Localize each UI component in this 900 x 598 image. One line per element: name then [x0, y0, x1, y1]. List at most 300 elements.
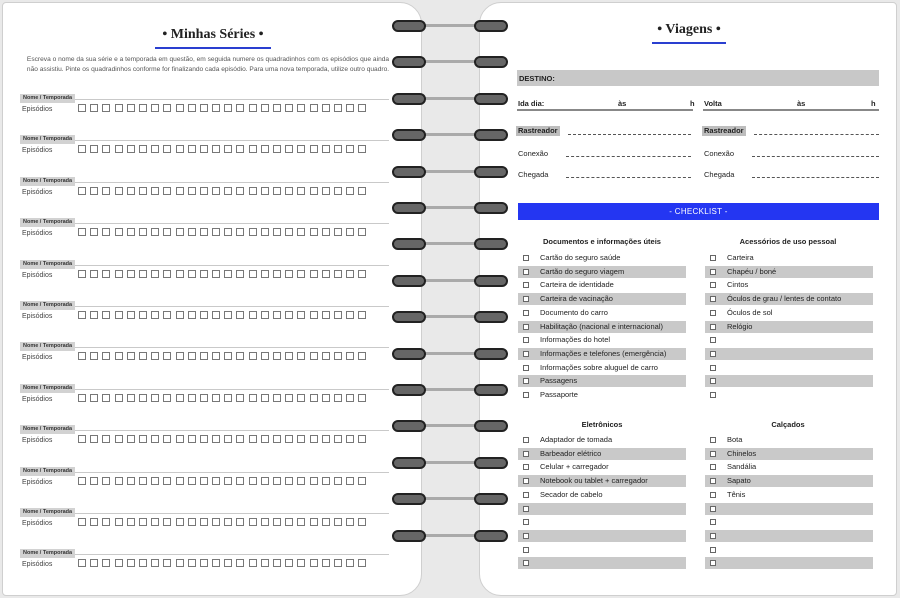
episode-checkbox[interactable]	[310, 187, 318, 195]
episode-checkbox[interactable]	[249, 311, 257, 319]
episode-checkbox[interactable]	[188, 104, 196, 112]
episode-checkbox[interactable]	[102, 311, 110, 319]
checklist-item[interactable]	[705, 544, 873, 556]
checklist-item[interactable]	[705, 489, 873, 501]
episode-checkbox[interactable]	[102, 559, 110, 567]
episode-checkbox[interactable]	[297, 104, 305, 112]
episode-checkbox[interactable]	[139, 104, 147, 112]
episode-checkbox[interactable]	[285, 518, 293, 526]
checkbox[interactable]	[523, 451, 529, 457]
checklist-item[interactable]	[518, 448, 686, 460]
checklist-item[interactable]	[705, 434, 873, 446]
checklist-item[interactable]	[705, 461, 873, 473]
checklist-item[interactable]	[518, 530, 686, 542]
series-name-label[interactable]: Nome / Temporada	[20, 508, 75, 517]
checkbox[interactable]	[710, 560, 716, 566]
episode-checkbox[interactable]	[176, 352, 184, 360]
episode-checkbox[interactable]	[285, 270, 293, 278]
episode-checkbox[interactable]	[261, 352, 269, 360]
episode-checkbox[interactable]	[90, 311, 98, 319]
episode-checkbox[interactable]	[346, 228, 354, 236]
episode-checkbox[interactable]	[102, 104, 110, 112]
checkbox[interactable]	[523, 255, 529, 261]
episode-checkbox[interactable]	[127, 559, 135, 567]
checklist-item[interactable]	[518, 475, 686, 487]
episode-checkbox[interactable]	[285, 559, 293, 567]
episode-checkbox[interactable]	[102, 228, 110, 236]
episode-checkbox[interactable]	[236, 352, 244, 360]
episode-checkbox[interactable]	[358, 311, 366, 319]
episode-checkbox[interactable]	[163, 352, 171, 360]
episode-checkbox[interactable]	[127, 228, 135, 236]
episode-checkbox[interactable]	[224, 518, 232, 526]
episode-checkbox[interactable]	[273, 145, 281, 153]
episode-checkbox[interactable]	[358, 394, 366, 402]
checklist-item[interactable]	[705, 293, 873, 305]
episode-checkbox[interactable]	[78, 435, 86, 443]
episode-checkbox[interactable]	[346, 187, 354, 195]
checklist-item[interactable]	[705, 389, 873, 401]
checklist-item[interactable]	[518, 307, 686, 319]
episode-checkbox[interactable]	[261, 559, 269, 567]
checklist-item[interactable]	[518, 489, 686, 501]
episode-checkbox[interactable]	[127, 104, 135, 112]
episode-checkbox[interactable]	[346, 104, 354, 112]
checkbox[interactable]	[710, 351, 716, 357]
episode-checkbox[interactable]	[176, 477, 184, 485]
episode-checkbox[interactable]	[151, 187, 159, 195]
checklist-item[interactable]	[518, 362, 686, 374]
episode-checkbox[interactable]	[236, 270, 244, 278]
episode-checkbox[interactable]	[236, 228, 244, 236]
series-name-label[interactable]: Nome / Temporada	[20, 467, 75, 476]
episode-checkbox[interactable]	[358, 559, 366, 567]
episode-checkbox[interactable]	[200, 477, 208, 485]
episode-checkbox[interactable]	[139, 187, 147, 195]
episode-checkbox[interactable]	[102, 394, 110, 402]
episode-checkbox[interactable]	[297, 270, 305, 278]
episode-checkbox[interactable]	[297, 394, 305, 402]
episode-checkbox[interactable]	[127, 352, 135, 360]
episode-checkbox[interactable]	[176, 394, 184, 402]
episode-checkbox[interactable]	[176, 145, 184, 153]
episode-checkbox[interactable]	[212, 228, 220, 236]
episode-checkbox[interactable]	[102, 145, 110, 153]
episode-checkbox[interactable]	[151, 435, 159, 443]
episode-checkbox[interactable]	[200, 518, 208, 526]
episode-checkbox[interactable]	[224, 477, 232, 485]
episode-checkbox[interactable]	[261, 394, 269, 402]
episode-checkbox[interactable]	[78, 104, 86, 112]
episode-checkbox[interactable]	[334, 228, 342, 236]
episode-checkbox[interactable]	[249, 187, 257, 195]
episode-checkbox[interactable]	[90, 394, 98, 402]
episode-checkbox[interactable]	[200, 352, 208, 360]
checklist-item[interactable]	[518, 375, 686, 387]
checkbox[interactable]	[523, 492, 529, 498]
episode-checkbox[interactable]	[285, 477, 293, 485]
episode-checkbox[interactable]	[90, 435, 98, 443]
episode-checkbox[interactable]	[249, 394, 257, 402]
checklist-item[interactable]	[518, 516, 686, 528]
checkbox[interactable]	[523, 437, 529, 443]
episode-checkbox[interactable]	[297, 311, 305, 319]
episode-checkbox[interactable]	[102, 270, 110, 278]
checkbox[interactable]	[523, 560, 529, 566]
episode-checkbox[interactable]	[285, 187, 293, 195]
conexao-field-right[interactable]	[752, 156, 879, 157]
checkbox[interactable]	[710, 365, 716, 371]
episode-checkbox[interactable]	[127, 518, 135, 526]
episode-checkbox[interactable]	[334, 104, 342, 112]
checkbox[interactable]	[710, 269, 716, 275]
episode-checkbox[interactable]	[285, 104, 293, 112]
episode-checkbox[interactable]	[139, 394, 147, 402]
series-name-label[interactable]: Nome / Temporada	[20, 425, 75, 434]
checkbox[interactable]	[523, 351, 529, 357]
episode-checkbox[interactable]	[224, 311, 232, 319]
checkbox[interactable]	[710, 437, 716, 443]
episode-checkbox[interactable]	[78, 311, 86, 319]
episode-checkbox[interactable]	[200, 311, 208, 319]
episode-checkbox[interactable]	[358, 518, 366, 526]
episode-checkbox[interactable]	[249, 104, 257, 112]
episode-checkbox[interactable]	[200, 559, 208, 567]
episode-checkbox[interactable]	[151, 270, 159, 278]
episode-checkbox[interactable]	[188, 228, 196, 236]
episode-checkbox[interactable]	[322, 187, 330, 195]
episode-checkbox[interactable]	[163, 435, 171, 443]
episode-checkbox[interactable]	[163, 104, 171, 112]
episode-checkbox[interactable]	[212, 394, 220, 402]
series-name-label[interactable]: Nome / Temporada	[20, 260, 75, 269]
episode-checkbox[interactable]	[249, 145, 257, 153]
episode-checkbox[interactable]	[212, 352, 220, 360]
episode-checkbox[interactable]	[78, 352, 86, 360]
episode-checkbox[interactable]	[334, 270, 342, 278]
episode-checkbox[interactable]	[249, 270, 257, 278]
episode-checkbox[interactable]	[90, 477, 98, 485]
episode-checkbox[interactable]	[297, 559, 305, 567]
episode-checkbox[interactable]	[188, 518, 196, 526]
checkbox[interactable]	[523, 464, 529, 470]
episode-checkbox[interactable]	[102, 435, 110, 443]
checkbox[interactable]	[710, 451, 716, 457]
episode-checkbox[interactable]	[297, 518, 305, 526]
episode-checkbox[interactable]	[346, 518, 354, 526]
checklist-item[interactable]	[518, 461, 686, 473]
checkbox[interactable]	[710, 337, 716, 343]
episode-checkbox[interactable]	[249, 352, 257, 360]
episode-checkbox[interactable]	[224, 145, 232, 153]
checklist-item[interactable]	[705, 307, 873, 319]
episode-checkbox[interactable]	[322, 559, 330, 567]
episode-checkbox[interactable]	[188, 352, 196, 360]
episode-checkbox[interactable]	[249, 435, 257, 443]
episode-checkbox[interactable]	[297, 145, 305, 153]
episode-checkbox[interactable]	[188, 311, 196, 319]
episode-checkbox[interactable]	[322, 145, 330, 153]
episode-checkbox[interactable]	[273, 228, 281, 236]
checklist-item[interactable]	[705, 266, 873, 278]
checkbox[interactable]	[710, 282, 716, 288]
episode-checkbox[interactable]	[285, 435, 293, 443]
episode-checkbox[interactable]	[322, 228, 330, 236]
episode-checkbox[interactable]	[273, 518, 281, 526]
episode-checkbox[interactable]	[115, 394, 123, 402]
checklist-item[interactable]	[705, 362, 873, 374]
episode-checkbox[interactable]	[139, 311, 147, 319]
episode-checkbox[interactable]	[249, 518, 257, 526]
episode-checkbox[interactable]	[224, 270, 232, 278]
episode-checkbox[interactable]	[188, 187, 196, 195]
checkbox[interactable]	[710, 506, 716, 512]
checkbox[interactable]	[523, 269, 529, 275]
checklist-item[interactable]	[705, 557, 873, 569]
episode-checkbox[interactable]	[322, 352, 330, 360]
episode-checkbox[interactable]	[334, 394, 342, 402]
episode-checkbox[interactable]	[273, 477, 281, 485]
episode-checkbox[interactable]	[273, 352, 281, 360]
episode-checkbox[interactable]	[176, 228, 184, 236]
episode-checkbox[interactable]	[334, 311, 342, 319]
episode-checkbox[interactable]	[236, 559, 244, 567]
episode-checkbox[interactable]	[285, 228, 293, 236]
episode-checkbox[interactable]	[273, 394, 281, 402]
checklist-item[interactable]	[518, 321, 686, 333]
episode-checkbox[interactable]	[151, 145, 159, 153]
episode-checkbox[interactable]	[90, 145, 98, 153]
episode-checkbox[interactable]	[78, 559, 86, 567]
checklist-item[interactable]	[705, 516, 873, 528]
episode-checkbox[interactable]	[90, 518, 98, 526]
episode-checkbox[interactable]	[151, 311, 159, 319]
checkbox[interactable]	[710, 533, 716, 539]
episode-checkbox[interactable]	[310, 394, 318, 402]
chegada-field-right[interactable]	[752, 177, 879, 178]
checklist-item[interactable]	[705, 348, 873, 360]
episode-checkbox[interactable]	[188, 145, 196, 153]
episode-checkbox[interactable]	[176, 104, 184, 112]
episode-checkbox[interactable]	[322, 104, 330, 112]
episode-checkbox[interactable]	[322, 435, 330, 443]
episode-checkbox[interactable]	[358, 104, 366, 112]
episode-checkbox[interactable]	[90, 270, 98, 278]
episode-checkbox[interactable]	[176, 559, 184, 567]
episode-checkbox[interactable]	[212, 270, 220, 278]
checkbox[interactable]	[710, 464, 716, 470]
episode-checkbox[interactable]	[90, 104, 98, 112]
episode-checkbox[interactable]	[322, 518, 330, 526]
checkbox[interactable]	[523, 506, 529, 512]
episode-checkbox[interactable]	[334, 145, 342, 153]
episode-checkbox[interactable]	[200, 394, 208, 402]
checklist-item[interactable]	[518, 266, 686, 278]
episode-checkbox[interactable]	[236, 518, 244, 526]
episode-checkbox[interactable]	[115, 187, 123, 195]
episode-checkbox[interactable]	[200, 187, 208, 195]
checklist-item[interactable]	[705, 252, 873, 264]
checkbox[interactable]	[710, 310, 716, 316]
checklist-item[interactable]	[518, 252, 686, 264]
series-name-label[interactable]: Nome / Temporada	[20, 549, 75, 558]
episode-checkbox[interactable]	[90, 559, 98, 567]
episode-checkbox[interactable]	[151, 394, 159, 402]
episode-checkbox[interactable]	[322, 394, 330, 402]
episode-checkbox[interactable]	[236, 435, 244, 443]
episode-checkbox[interactable]	[322, 477, 330, 485]
episode-checkbox[interactable]	[334, 477, 342, 485]
checkbox[interactable]	[523, 337, 529, 343]
episode-checkbox[interactable]	[163, 394, 171, 402]
checkbox[interactable]	[710, 392, 716, 398]
episode-checkbox[interactable]	[297, 477, 305, 485]
checkbox[interactable]	[523, 310, 529, 316]
episode-checkbox[interactable]	[358, 228, 366, 236]
episode-checkbox[interactable]	[236, 187, 244, 195]
checklist-item[interactable]	[705, 503, 873, 515]
checklist-item[interactable]	[705, 334, 873, 346]
episode-checkbox[interactable]	[78, 394, 86, 402]
episode-checkbox[interactable]	[151, 104, 159, 112]
episode-checkbox[interactable]	[310, 270, 318, 278]
episode-checkbox[interactable]	[151, 352, 159, 360]
episode-checkbox[interactable]	[78, 145, 86, 153]
episode-checkbox[interactable]	[261, 187, 269, 195]
episode-checkbox[interactable]	[115, 559, 123, 567]
episode-checkbox[interactable]	[224, 352, 232, 360]
checkbox[interactable]	[710, 255, 716, 261]
episode-checkbox[interactable]	[346, 270, 354, 278]
episode-checkbox[interactable]	[236, 104, 244, 112]
episode-checkbox[interactable]	[261, 477, 269, 485]
checkbox[interactable]	[523, 378, 529, 384]
episode-checkbox[interactable]	[310, 352, 318, 360]
episode-checkbox[interactable]	[188, 270, 196, 278]
episode-checkbox[interactable]	[176, 311, 184, 319]
episode-checkbox[interactable]	[188, 394, 196, 402]
chegada-field-left[interactable]	[566, 177, 691, 178]
episode-checkbox[interactable]	[188, 435, 196, 443]
episode-checkbox[interactable]	[249, 477, 257, 485]
episode-checkbox[interactable]	[334, 559, 342, 567]
episode-checkbox[interactable]	[297, 187, 305, 195]
checklist-item[interactable]	[705, 375, 873, 387]
episode-checkbox[interactable]	[310, 518, 318, 526]
episode-checkbox[interactable]	[346, 435, 354, 443]
episode-checkbox[interactable]	[200, 435, 208, 443]
episode-checkbox[interactable]	[163, 145, 171, 153]
episode-checkbox[interactable]	[200, 104, 208, 112]
episode-checkbox[interactable]	[310, 228, 318, 236]
episode-checkbox[interactable]	[358, 352, 366, 360]
episode-checkbox[interactable]	[273, 311, 281, 319]
episode-checkbox[interactable]	[115, 477, 123, 485]
episode-checkbox[interactable]	[139, 270, 147, 278]
series-name-label[interactable]: Nome / Temporada	[20, 218, 75, 227]
episode-checkbox[interactable]	[334, 187, 342, 195]
episode-checkbox[interactable]	[273, 104, 281, 112]
episode-checkbox[interactable]	[212, 145, 220, 153]
episode-checkbox[interactable]	[212, 477, 220, 485]
episode-checkbox[interactable]	[261, 518, 269, 526]
episode-checkbox[interactable]	[90, 187, 98, 195]
checkbox[interactable]	[523, 296, 529, 302]
checklist-item[interactable]	[518, 279, 686, 291]
checkbox[interactable]	[523, 392, 529, 398]
episode-checkbox[interactable]	[212, 187, 220, 195]
episode-checkbox[interactable]	[176, 435, 184, 443]
episode-checkbox[interactable]	[200, 145, 208, 153]
episode-checkbox[interactable]	[151, 477, 159, 485]
episode-checkbox[interactable]	[261, 228, 269, 236]
episode-checkbox[interactable]	[249, 559, 257, 567]
episode-checkbox[interactable]	[285, 145, 293, 153]
episode-checkbox[interactable]	[163, 270, 171, 278]
episode-checkbox[interactable]	[358, 145, 366, 153]
episode-checkbox[interactable]	[90, 228, 98, 236]
episode-checkbox[interactable]	[358, 477, 366, 485]
episode-checkbox[interactable]	[346, 559, 354, 567]
episode-checkbox[interactable]	[310, 477, 318, 485]
episode-checkbox[interactable]	[212, 104, 220, 112]
episode-checkbox[interactable]	[151, 518, 159, 526]
rastreador-field-right[interactable]	[754, 134, 879, 135]
episode-checkbox[interactable]	[188, 559, 196, 567]
episode-checkbox[interactable]	[322, 311, 330, 319]
episode-checkbox[interactable]	[261, 270, 269, 278]
checklist-item[interactable]	[518, 557, 686, 569]
checklist-item[interactable]	[705, 279, 873, 291]
episode-checkbox[interactable]	[297, 228, 305, 236]
checkbox[interactable]	[710, 478, 716, 484]
checkbox[interactable]	[710, 492, 716, 498]
episode-checkbox[interactable]	[188, 477, 196, 485]
episode-checkbox[interactable]	[200, 228, 208, 236]
series-name-label[interactable]: Nome / Temporada	[20, 342, 75, 351]
episode-checkbox[interactable]	[200, 270, 208, 278]
episode-checkbox[interactable]	[310, 145, 318, 153]
episode-checkbox[interactable]	[78, 187, 86, 195]
ida-field[interactable]	[517, 109, 693, 111]
episode-checkbox[interactable]	[285, 352, 293, 360]
episode-checkbox[interactable]	[358, 435, 366, 443]
episode-checkbox[interactable]	[151, 228, 159, 236]
episode-checkbox[interactable]	[127, 145, 135, 153]
episode-checkbox[interactable]	[163, 477, 171, 485]
episode-checkbox[interactable]	[310, 435, 318, 443]
episode-checkbox[interactable]	[249, 228, 257, 236]
episode-checkbox[interactable]	[358, 187, 366, 195]
checklist-item[interactable]	[705, 530, 873, 542]
episode-checkbox[interactable]	[163, 187, 171, 195]
checkbox[interactable]	[523, 282, 529, 288]
episode-checkbox[interactable]	[127, 311, 135, 319]
series-name-label[interactable]: Nome / Temporada	[20, 177, 75, 186]
episode-checkbox[interactable]	[176, 187, 184, 195]
episode-checkbox[interactable]	[285, 394, 293, 402]
episode-checkbox[interactable]	[236, 394, 244, 402]
episode-checkbox[interactable]	[334, 352, 342, 360]
episode-checkbox[interactable]	[127, 394, 135, 402]
episode-checkbox[interactable]	[297, 435, 305, 443]
episode-checkbox[interactable]	[139, 352, 147, 360]
checkbox[interactable]	[523, 547, 529, 553]
episode-checkbox[interactable]	[115, 518, 123, 526]
checkbox[interactable]	[523, 324, 529, 330]
episode-checkbox[interactable]	[224, 228, 232, 236]
episode-checkbox[interactable]	[78, 228, 86, 236]
